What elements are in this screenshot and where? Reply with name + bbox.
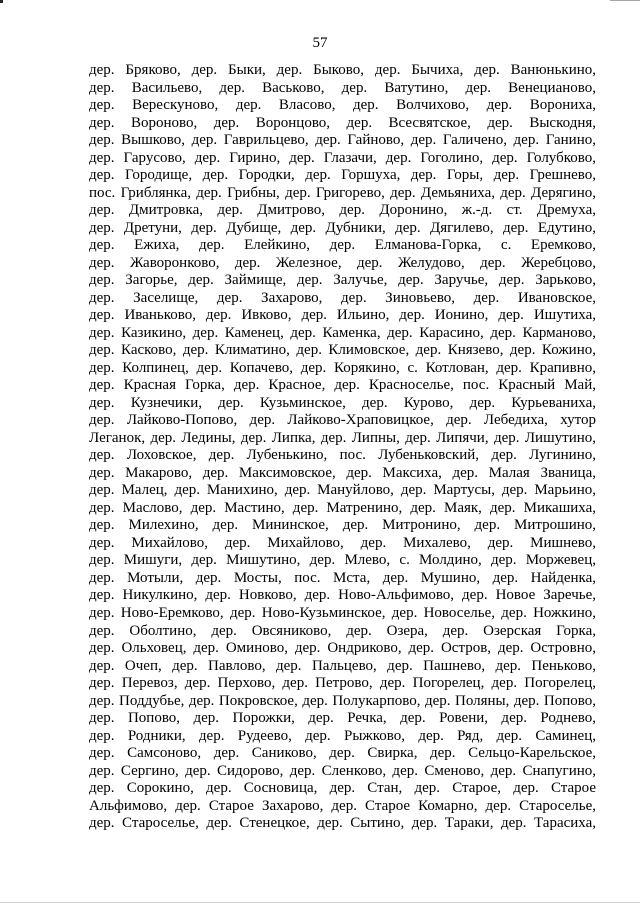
text-line: дер. Васильево, дер. Васьково, дер. Ватутино, дер. Венецианово, <box>89 79 596 96</box>
text-line: дер. Верескуново, дер. Власово, дер. Волчихово, дер. Ворониха, <box>89 97 596 114</box>
text-line: дер. Лайково-Попово, дер. Лайково-Храповицкое, дер. Лебедиха, хутор <box>89 412 596 429</box>
text-line: дер. Ольховец, дер. Оминово, дер. Ондриково, дер. Остров, дер. Островно, <box>89 640 596 657</box>
text-line: дер. Жаворонково, дер. Железное, дер. Желудово, дер. Жеребцово, <box>89 254 596 271</box>
text-line: пос. Гриблянка, дер. Грибны, дер. Григорево, дер. Демьяниха, дер. Дерягино, <box>89 184 596 201</box>
text-line: дер. Никулкино, дер. Новково, дер. Ново-Альфимово, дер. Новое Заречье, <box>89 587 596 604</box>
text-line: дер. Сергино, дер. Сидорово, дер. Сленково, дер. Сменово, дер. Снапугино, <box>89 762 596 779</box>
text-line: дер. Оболтино, дер. Овсяниково, дер. Озера, дер. Озерская Горка, <box>89 622 596 639</box>
text-line: дер. Макарово, дер. Максимовское, дер. Максиха, дер. Малая Званица, <box>89 464 596 481</box>
text-line: дер. Дмитровка, дер. Дмитрово, дер. Доронино, ж.-д. ст. Дремуха, <box>89 202 596 219</box>
text-line: дер. Мишуги, дер. Мишутино, дер. Млево, с. Молдино, дер. Моржевец, <box>89 552 596 569</box>
text-line: дер. Кузнечики, дер. Кузьминское, дер. Курово, дер. Курьеваниха, <box>89 394 596 411</box>
text-line: дер. Ежиха, дер. Елейкино, дер. Елманова-Горка, с. Еремково, <box>89 237 596 254</box>
text-line: дер. Родники, дер. Рудеево, дер. Рыжково, дер. Ряд, дер. Саминец, <box>89 727 596 744</box>
text-line: дер. Вороново, дер. Воронцово, дер. Всесвятское, дер. Выскодня, <box>89 114 596 131</box>
text-line: дер. Казикино, дер. Каменец, дер. Каменка, дер. Карасино, дер. Карманово, <box>89 324 596 341</box>
text-line: дер. Гарусово, дер. Гирино, дер. Глазачи, дер. Гоголино, дер. Голубково, <box>89 149 596 166</box>
text-line: дер. Загорье, дер. Займище, дер. Залучье, дер. Заручье, дер. Зарьково, <box>89 272 596 289</box>
scan-edge-mark <box>0 0 3 3</box>
scan-edge-mark <box>610 0 640 1</box>
text-line: дер. Иваньково, дер. Ивково, дер. Ильино, дер. Ионино, дер. Ишутиха, <box>89 307 596 324</box>
text-line: дер. Вышково, дер. Гаврильцево, дер. Гайново, дер. Галичено, дер. Ганино, <box>89 132 596 149</box>
text-line: Леганок, дер. Ледины, дер. Липка, дер. Липны, дер. Липячи, дер. Лишутино, <box>89 429 596 446</box>
text-line: дер. Малец, дер. Манихино, дер. Мануйлово, дер. Мартусы, дер. Марьино, <box>89 482 596 499</box>
text-line: Альфимово, дер. Старое Захарово, дер. Старое Комарно, дер. Староселье, <box>89 797 596 814</box>
text-line: дер. Михайлово, дер. Михайлово, дер. Михалево, дер. Мишнево, <box>89 534 596 551</box>
text-line: дер. Маслово, дер. Мастино, дер. Матренино, дер. Маяк, дер. Микашиха, <box>89 499 596 516</box>
text-line: дер. Перевоз, дер. Перхово, дер. Петрово, дер. Погорелец, дер. Погорелец, <box>89 675 596 692</box>
text-line: дер. Попово, дер. Порожки, дер. Речка, дер. Ровени, дер. Роднево, <box>89 710 596 727</box>
text-line: дер. Ново-Еремково, дер. Ново-Кузьминское, дер. Новоселье, дер. Ножкино, <box>89 604 596 621</box>
text-line: дер. Самсоново, дер. Саниково, дер. Свирка, дер. Сельцо-Карельское, <box>89 745 596 762</box>
text-line: дер. Староселье, дер. Стенецкое, дер. Сытино, дер. Тараки, дер. Тарасиха, <box>89 815 596 832</box>
text-line: дер. Бряково, дер. Быки, дер. Быково, дер. Бычиха, дер. Ванюнькино, <box>89 62 596 78</box>
text-line: дер. Красная Горка, дер. Красное, дер. Красноселье, пос. Красный Май, <box>89 377 596 394</box>
text-line: дер. Очеп, дер. Павлово, дер. Пальцево, дер. Пашнево, дер. Пеньково, <box>89 657 596 674</box>
text-line: дер. Сорокино, дер. Сосновица, дер. Стан, дер. Старое, дер. Старое <box>89 780 596 797</box>
scan-edge-mark <box>0 902 640 903</box>
text-line: дер. Поддубье, дер. Покровское, дер. Полукарпово, дер. Поляны, дер. Попово, <box>89 692 596 709</box>
page-number: 57 <box>312 35 328 51</box>
text-line: дер. Колпинец, дер. Копачево, дер. Корякино, с. Котлован, дер. Крапивно, <box>89 359 596 376</box>
text-line: дер. Дретуни, дер. Дубище, дер. Дубники, дер. Дягилево, дер. Едутино, <box>89 219 596 236</box>
text-line: дер. Городище, дер. Городки, дер. Горшуха, дер. Горы, дер. Грешнево, <box>89 167 596 184</box>
text-line: дер. Касково, дер. Климатино, дер. Климовское, дер. Князево, дер. Кожино, <box>89 342 596 359</box>
text-line: дер. Лоховское, дер. Лубенькино, пос. Лубеньковский, дер. Лугинино, <box>89 447 596 464</box>
text-line: дер. Заселище, дер. Захарово, дер. Зиновьево, дер. Ивановское, <box>89 289 596 306</box>
text-line: дер. Милехино, дер. Мининское, дер. Митронино, дер. Митрошино, <box>89 517 596 534</box>
text-body <box>89 62 596 833</box>
text-line: дер. Мотыли, дер. Мосты, пос. Мста, дер. Мушино, дер. Найденка, <box>89 569 596 586</box>
